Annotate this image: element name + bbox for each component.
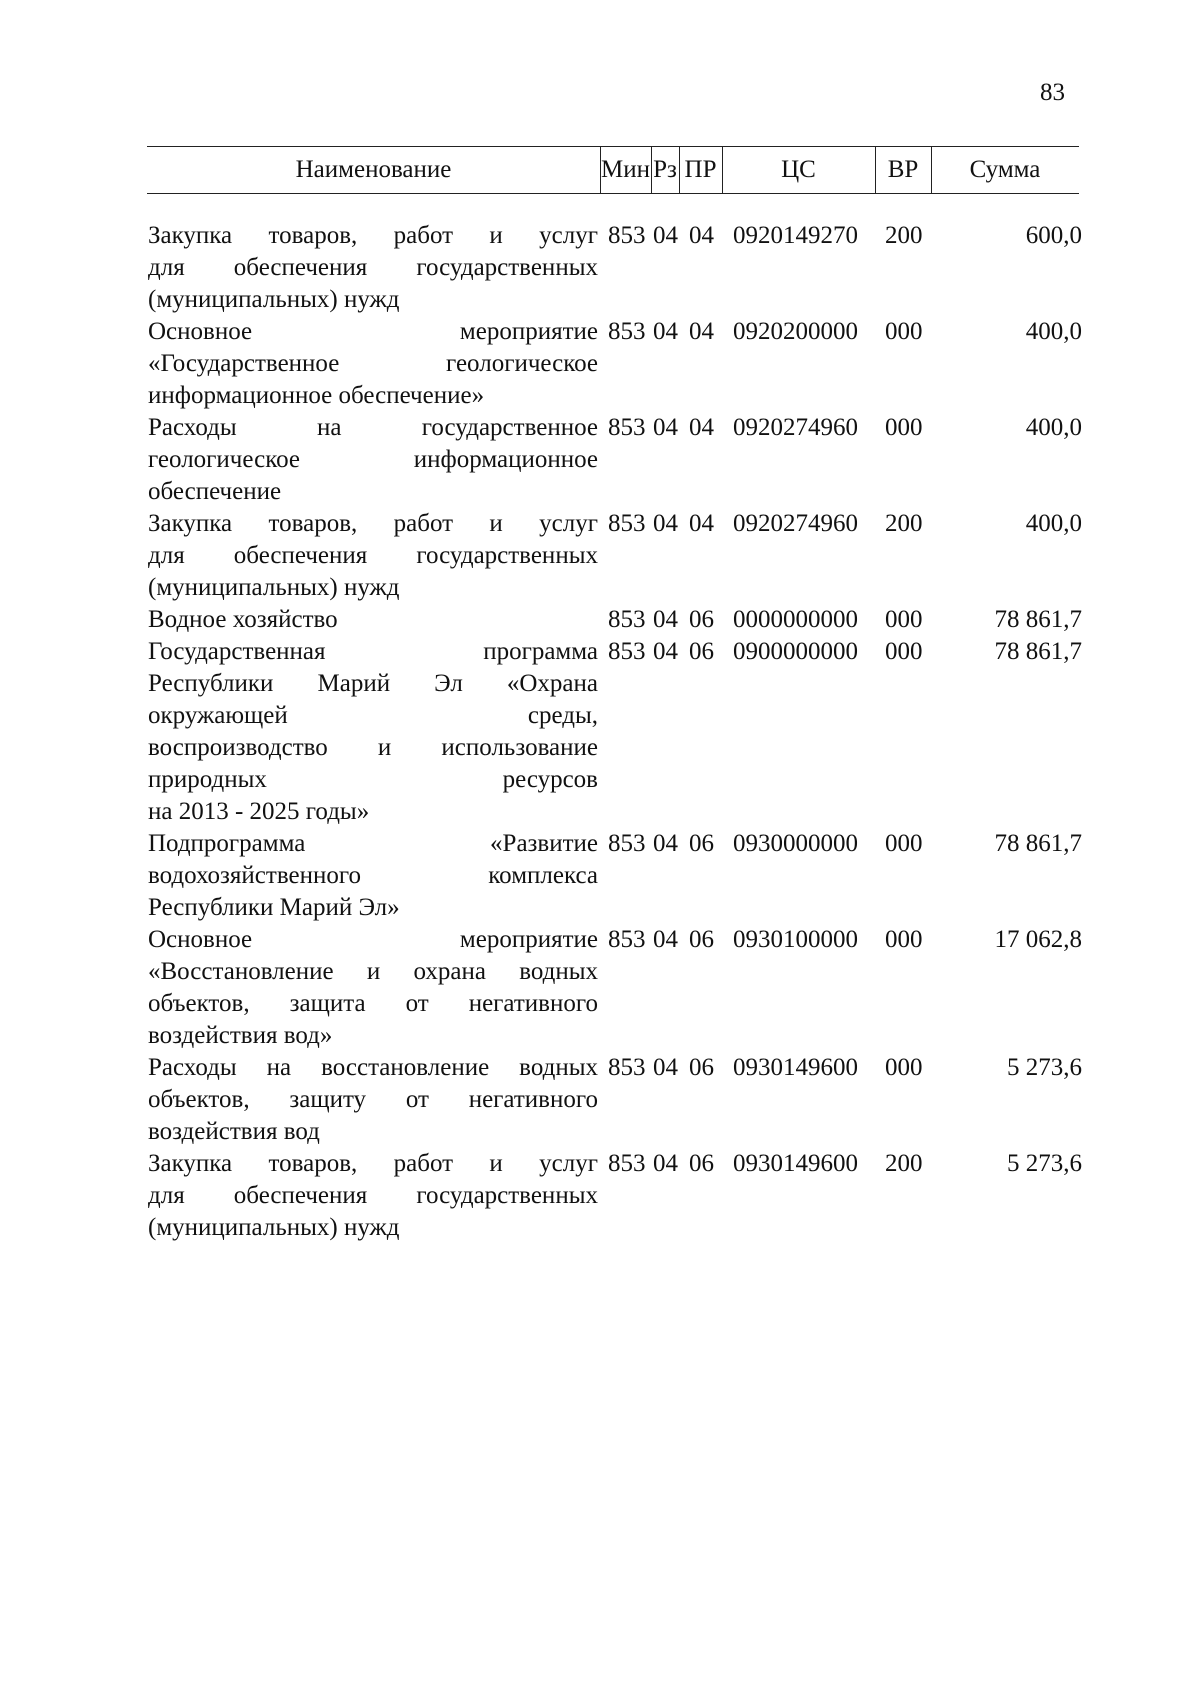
header-name: Наименование (295, 156, 452, 183)
row-pr: 06 (689, 638, 714, 665)
row-name-line: (муниципальных) нужд (148, 1214, 400, 1241)
row-pr: 06 (689, 830, 714, 857)
row-min: 853 (608, 830, 646, 857)
row-min: 853 (608, 414, 646, 441)
row-name-line: воспроизводство и использование (148, 734, 598, 761)
row-min: 853 (608, 638, 646, 665)
row-sum: 600,0 (1025, 222, 1082, 249)
row-name-line: для обеспечения государственных (148, 1182, 598, 1209)
row-sum: 78 861,7 (994, 830, 1082, 857)
row-name-line: (муниципальных) нужд (148, 286, 400, 313)
row-rz: 04 (653, 318, 678, 345)
header-sum: Сумма (969, 156, 1041, 183)
row-vr: 000 (885, 414, 923, 441)
row-cs: 0000000000 (733, 606, 858, 633)
row-vr: 000 (885, 606, 923, 633)
row-vr: 200 (885, 222, 923, 249)
row-name-line: «Государственное геологическое (148, 350, 598, 377)
table-header (147, 146, 1079, 194)
row-name (148, 828, 598, 924)
row-name-line: воздействия вод» (148, 1022, 333, 1049)
row-name (148, 508, 598, 604)
row-name (148, 1148, 598, 1244)
row-name-line: геологическое информационное (148, 446, 598, 473)
row-name (148, 316, 598, 412)
table-row (0, 924, 1200, 1052)
row-rz: 04 (653, 606, 678, 633)
row-name-line: объектов, защита от негативного (148, 990, 598, 1017)
row-rz: 04 (653, 414, 678, 441)
table-body (0, 220, 1200, 1244)
row-sum: 5 273,6 (1007, 1150, 1082, 1177)
row-sum: 400,0 (1025, 318, 1082, 345)
row-min: 853 (608, 510, 646, 537)
row-name-line: Государственная программа (148, 638, 598, 665)
row-rz: 04 (653, 1054, 678, 1081)
row-sum: 78 861,7 (994, 606, 1082, 633)
row-rz: 04 (653, 926, 678, 953)
row-name-line: объектов, защиту от негативного (148, 1086, 598, 1113)
row-rz: 04 (653, 638, 678, 665)
row-vr: 000 (885, 638, 923, 665)
page-number: 83 (1040, 79, 1065, 106)
row-cs: 0930100000 (733, 926, 858, 953)
row-vr: 200 (885, 1150, 923, 1177)
row-cs: 0920200000 (733, 318, 858, 345)
row-vr: 000 (885, 1054, 923, 1081)
row-rz: 04 (653, 1150, 678, 1177)
header-min: Мин (601, 156, 650, 183)
row-pr: 04 (689, 318, 714, 345)
row-name-line: (муниципальных) нужд (148, 574, 400, 601)
row-sum: 17 062,8 (994, 926, 1082, 953)
row-name-line: Закупка товаров, работ и услуг (148, 222, 598, 249)
table-row (0, 316, 1200, 412)
row-rz: 04 (653, 222, 678, 249)
row-cs: 0930000000 (733, 830, 858, 857)
row-cs: 0920149270 (733, 222, 858, 249)
row-name (148, 220, 598, 316)
row-pr: 06 (689, 1150, 714, 1177)
row-name (148, 924, 598, 1052)
row-min: 853 (608, 606, 646, 633)
row-name-line: обеспечение (148, 478, 282, 505)
row-pr: 04 (689, 510, 714, 537)
table-row (0, 828, 1200, 924)
header-pr: ПР (684, 156, 717, 183)
row-pr: 04 (689, 222, 714, 249)
row-name-line: Подпрограмма «Развитие (148, 830, 598, 857)
row-pr: 06 (689, 926, 714, 953)
row-pr: 06 (689, 1054, 714, 1081)
row-cs: 0920274960 (733, 414, 858, 441)
row-min: 853 (608, 926, 646, 953)
header-vr: ВР (887, 156, 919, 183)
table-row (0, 508, 1200, 604)
row-name-line: окружающей среды, (148, 702, 598, 729)
row-vr: 000 (885, 926, 923, 953)
row-min: 853 (608, 1150, 646, 1177)
row-name-line: Закупка товаров, работ и услуг (148, 1150, 598, 1177)
row-name-line: Водное хозяйство (148, 606, 338, 633)
row-vr: 200 (885, 510, 923, 537)
row-min: 853 (608, 318, 646, 345)
header-cs: ЦС (781, 156, 816, 183)
row-min: 853 (608, 222, 646, 249)
table-row (0, 604, 1200, 636)
table-row (0, 1148, 1200, 1244)
table-row (0, 412, 1200, 508)
row-name-line: Расходы на восстановление водных (148, 1054, 598, 1081)
row-name-line: Основное мероприятие (148, 318, 598, 345)
row-sum: 400,0 (1025, 510, 1082, 537)
row-name-line: воздействия вод (148, 1118, 320, 1145)
row-rz: 04 (653, 830, 678, 857)
row-name-line: на 2013 - 2025 годы» (148, 798, 370, 825)
header-rz: Рз (653, 156, 677, 183)
row-name-line: Республики Марий Эл» (148, 894, 400, 921)
table-row (0, 220, 1200, 316)
row-name-line: Закупка товаров, работ и услуг (148, 510, 598, 537)
row-sum: 78 861,7 (994, 638, 1082, 665)
row-name-line: для обеспечения государственных (148, 542, 598, 569)
row-vr: 000 (885, 830, 923, 857)
row-name (148, 1052, 598, 1148)
row-name-line: Основное мероприятие (148, 926, 598, 953)
table-row (0, 1052, 1200, 1148)
row-name-line: для обеспечения государственных (148, 254, 598, 281)
row-rz: 04 (653, 510, 678, 537)
row-name-line: природных ресурсов (148, 766, 598, 793)
row-name-line: информационное обеспечение» (148, 382, 485, 409)
row-name-line: Расходы на государственное (148, 414, 598, 441)
row-pr: 04 (689, 414, 714, 441)
row-name (148, 636, 598, 828)
row-cs: 0930149600 (733, 1054, 858, 1081)
row-pr: 06 (689, 606, 714, 633)
row-name (148, 604, 598, 636)
row-name-line: «Восстановление и охрана водных (148, 958, 598, 985)
row-name-line: Республики Марий Эл «Охрана (148, 670, 598, 697)
row-sum: 400,0 (1025, 414, 1082, 441)
row-name (148, 412, 598, 508)
row-sum: 5 273,6 (1007, 1054, 1082, 1081)
row-cs: 0900000000 (733, 638, 858, 665)
row-cs: 0920274960 (733, 510, 858, 537)
row-cs: 0930149600 (733, 1150, 858, 1177)
row-min: 853 (608, 1054, 646, 1081)
table-row (0, 636, 1200, 828)
row-name-line: водохозяйственного комплекса (148, 862, 598, 889)
row-vr: 000 (885, 318, 923, 345)
